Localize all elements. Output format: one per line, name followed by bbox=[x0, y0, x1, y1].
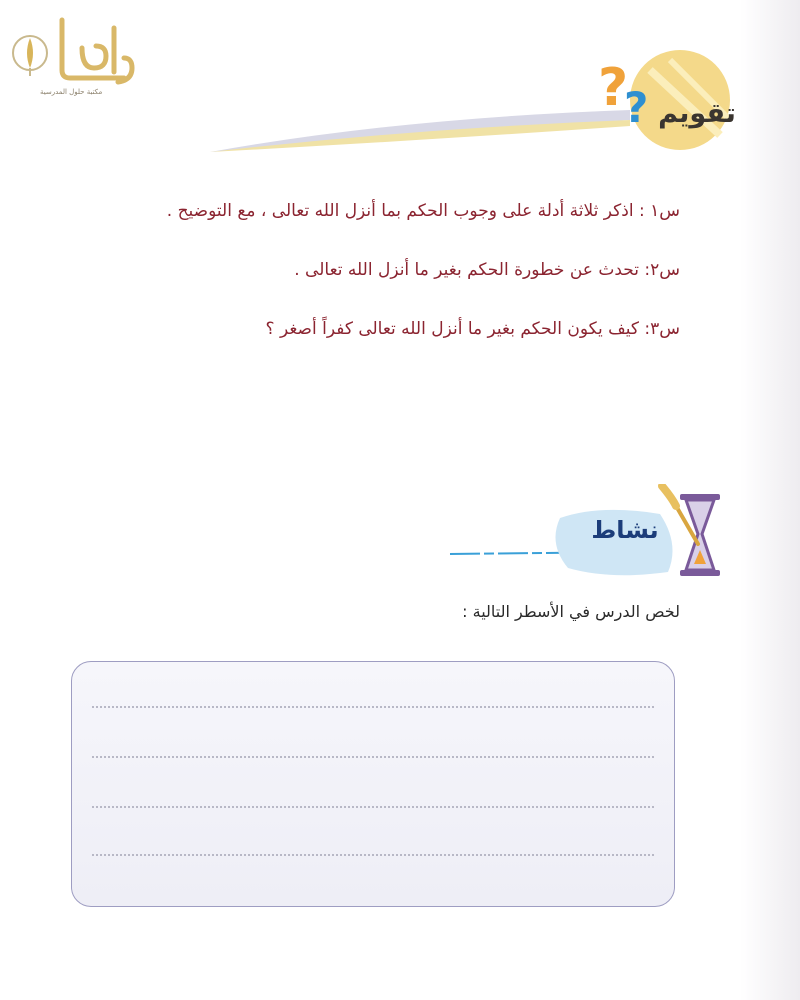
answer-box[interactable] bbox=[71, 661, 675, 907]
question-3: س٣: كيف يكون الحكم بغير ما أنزل الله تعالى كفراً أصغر ؟ bbox=[265, 319, 680, 339]
answer-line[interactable] bbox=[92, 706, 654, 708]
brand-logotype bbox=[62, 20, 132, 82]
activity-instruction: لخص الدرس في الأسطر التالية : bbox=[462, 602, 680, 621]
svg-text:?: ? bbox=[598, 58, 629, 118]
svg-text:?: ? bbox=[624, 83, 649, 130]
question-list bbox=[80, 196, 680, 373]
brand-tagline: مكتبة حلول المدرسية bbox=[40, 88, 103, 96]
answer-line[interactable] bbox=[92, 854, 654, 856]
question-2: س٢: تحدث عن خطورة الحكم بغير ما أنزل الله تعالى . bbox=[294, 260, 680, 280]
answer-line[interactable] bbox=[92, 756, 654, 758]
wheat-emblem-icon bbox=[13, 36, 47, 76]
activity-title: نشاط bbox=[591, 516, 659, 544]
question-1: س١ : اذكر ثلاثة أدلة على وجوب الحكم بما أنزل الله تعالى ، مع التوضيح . bbox=[166, 201, 680, 221]
answer-line[interactable] bbox=[92, 806, 654, 808]
section-title: تقويم bbox=[658, 98, 736, 129]
